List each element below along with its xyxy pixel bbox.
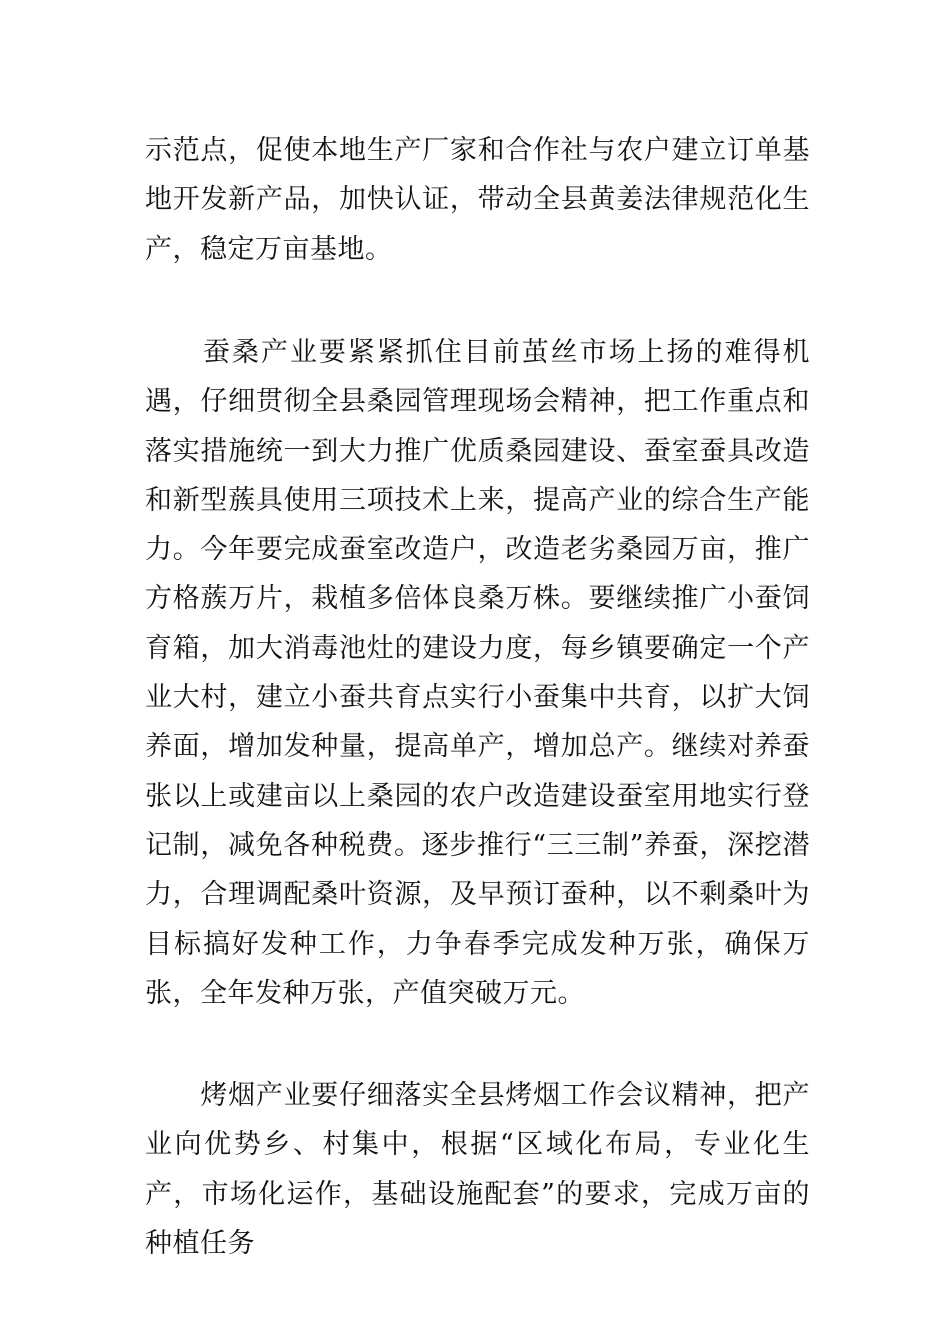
paragraph-huangjiang: 示范点，促使本地生产厂家和合作社与农户建立订单基地开发新产品，加快认证，带动全县黄姜法律规范化生产，稳定万亩基地。	[145, 135, 810, 265]
paragraph-cansang: 蚕桑产业要紧紧抓住目前茧丝市场上扬的难得机遇，仔细贯彻全县桑园管理现场会精神，把工作重点和落实措施统一到大力推广优质桑园建设、蚕室蚕具改造和新型蔟具使用三项技术上来，提高产业的综合生产能力。今年要完成蚕室改造户，改造老劣桑园万亩，推广方格蔟万片，栽植多倍体良桑万株。要继续推广小蚕饲育箱，加大消毒池灶的建设力度，每乡镇要确定一个产业大村，建立小蚕共育点实行小蚕集中共育，以扩大饲养面，增加发种量，提高单产，增加总产。继续对养蚕张以上或建亩以上桑园的农户改造建设蚕室用地实行登记制，减免各种税费。逐步推行“三三制”养蚕，深挖潜力，合理调配桑叶资源，及早预订蚕种，以不剩桑叶为目标搞好发种工作，力争春季完成发种万张，确保万张，全年发种万张，产值突破万元。	[145, 337, 810, 1009]
paragraph-kaoyan: 烤烟产业要仔细落实全县烤烟工作会议精神，把产业向优势乡、村集中，根据“区域化布局，专业化生产，市场化运作，基础设施配套”的要求，完成万亩的种植任务	[145, 1080, 810, 1259]
